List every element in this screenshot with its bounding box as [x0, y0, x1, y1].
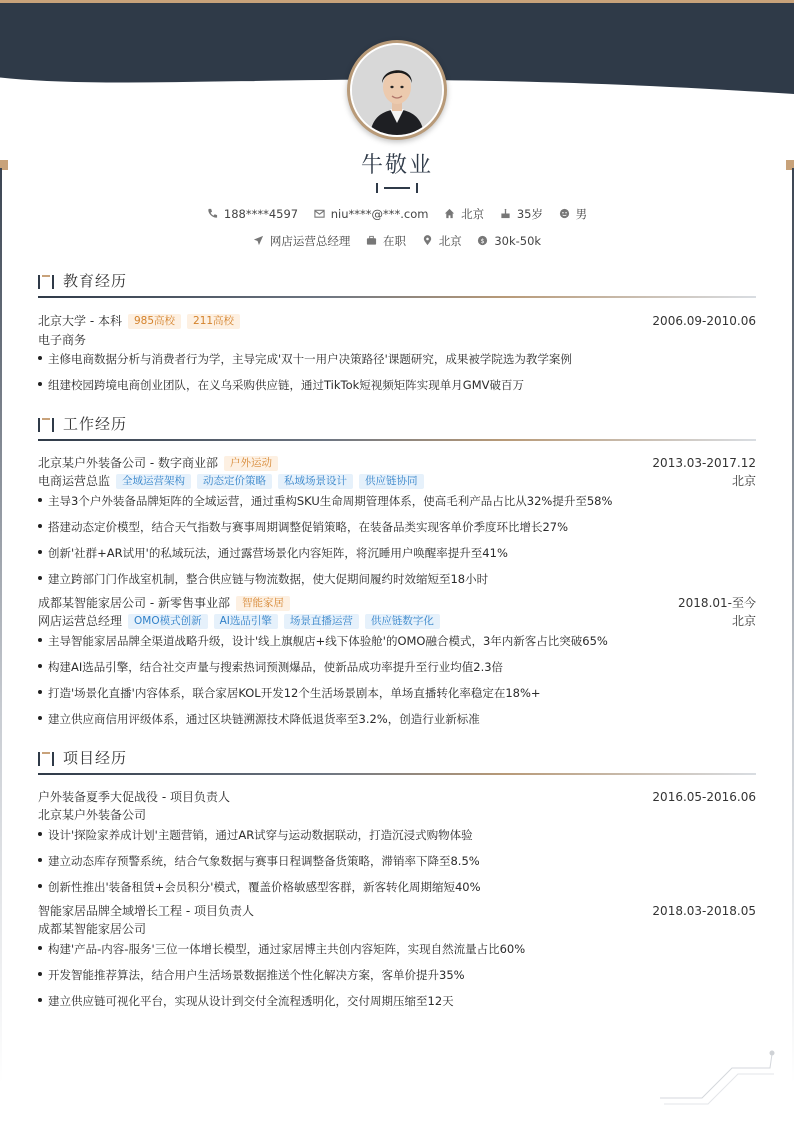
- list-item: 创新'社群+AR试用'的私域玩法，通过露营场景化内容矩阵，将沉睡用户唤醒率提升至41%: [38, 544, 756, 562]
- job-intent-row: [0, 233, 794, 249]
- list-item: 搭建动态定价模型，结合天气指数与赛事周期调整促销策略，在装备品类实现客单价季度环比增长27%: [38, 518, 756, 536]
- list-item: 打造'场景化直播'内容体系，联合家居KOL开发12个生活场景剧本，单场直播转化率稳定在18%+: [38, 684, 756, 702]
- job-role-row: [38, 612, 756, 630]
- phone-item: [207, 207, 298, 221]
- send-icon: [253, 235, 264, 246]
- job-company-row: [38, 454, 756, 472]
- gender-text: 男: [575, 207, 588, 221]
- salary-item: [477, 234, 541, 248]
- work-header: [38, 413, 756, 441]
- industry-tag: 智能家居: [236, 596, 290, 611]
- person-portrait: [352, 45, 442, 135]
- list-item: 构建'产品-内容-服务'三位一体增长模型，通过家居博主共创内容矩阵，实现自然流量占比60%: [38, 940, 756, 958]
- skill-tag: OMO模式创新: [128, 614, 208, 629]
- phone-text: 188****4597: [223, 207, 299, 221]
- projects-title: 项目经历: [63, 749, 128, 767]
- user-icon: [559, 208, 570, 219]
- company-name: 北京某户外装备公司 - 数字商业部: [38, 456, 218, 470]
- list-item: 建立跨部门门作战室机制，整合供应链与物流数据，使大促期间履约时效缩短至18小时: [38, 570, 756, 588]
- project-company: 成都某智能家居公司: [38, 922, 147, 936]
- list-item: 设计'探险家养成计划'主题营销，通过AR试穿与运动数据联动，打造沉浸式购物体验: [38, 826, 756, 844]
- list-item: 组建校园跨境电商创业团队，在义乌采购供应链，通过TikTok短视频矩阵实现单月GMV破百万: [38, 376, 756, 394]
- skill-tag: 场景直播运营: [284, 614, 359, 629]
- gender-item: [559, 206, 588, 222]
- school-tag: 211高校: [187, 314, 240, 329]
- avatar: [347, 40, 447, 140]
- position-text: 网店运营总经理: [269, 234, 351, 248]
- education-section: [38, 270, 756, 392]
- briefcase-icon: [366, 235, 377, 246]
- status-text: 在职: [383, 234, 407, 248]
- position-item: [253, 233, 351, 249]
- work-title: 工作经历: [63, 415, 128, 433]
- skill-tag: 供应链协同: [359, 474, 424, 489]
- list-item: 主导智能家居品牌全渠道战略升级，设计'线上旗舰店+线下体验舱'的OMO融合模式，3年内新客占比突破65%: [38, 632, 756, 650]
- job-city: 北京: [731, 474, 756, 488]
- job-role: 网店运营总经理: [38, 614, 123, 628]
- education-header: [38, 270, 756, 298]
- company-name: 成都某智能家居公司 - 新零售事业部: [38, 596, 230, 610]
- section-divider: [38, 296, 756, 298]
- mail-icon: [314, 208, 325, 219]
- project-name-row: [38, 902, 756, 920]
- skill-tag: 动态定价策略: [197, 474, 272, 489]
- skill-tag: 私域场景设计: [278, 474, 353, 489]
- status-item: [366, 233, 406, 249]
- svg-text:$: $: [480, 236, 485, 245]
- list-item: 建立供应链可视化平台，实现从设计到交付全流程透明化，交付周期压缩至12天: [38, 992, 756, 1010]
- city-item: [444, 206, 484, 222]
- list-item: 建立动态库存预警系统，结合气象数据与赛事日程调整备货策略，滞销率下降至8.5%: [38, 852, 756, 870]
- candidate-name: 牛敬业: [360, 153, 433, 178]
- age-item: [500, 206, 543, 222]
- job-role-row: [38, 472, 756, 490]
- project-company-row: [38, 806, 756, 824]
- email-text: niu****@***.com: [330, 207, 429, 221]
- home-icon: [444, 208, 455, 219]
- job-city: 北京: [731, 614, 756, 628]
- education-major-row: [38, 331, 756, 349]
- list-item: 创新性推出'装备租赁+会员积分'模式，覆盖价格敏感型客群，新客转化周期缩短40%: [38, 878, 756, 896]
- job-date: 2018.01-至今: [678, 596, 756, 610]
- phone-icon: [207, 208, 218, 219]
- skill-tag: 全域运营架构: [116, 474, 191, 489]
- project-name-row: [38, 788, 756, 806]
- age-text: 35岁: [516, 207, 543, 221]
- project-name: 户外装备夏季大促战役 - 项目负责人: [38, 790, 230, 804]
- salary-text: 30k-50k: [494, 234, 542, 248]
- list-item: 主修电商数据分析与消费者行为学，主导完成'双十一用户决策路径'课题研究，成果被学院选为教学案例: [38, 350, 756, 368]
- work-section: [38, 413, 756, 726]
- project-company-row: [38, 920, 756, 938]
- job-date: 2013.03-2017.12: [652, 456, 756, 470]
- location-pin-icon: [422, 235, 433, 246]
- section-divider: [38, 773, 756, 775]
- project-date: 2018.03-2018.05: [652, 904, 756, 918]
- name-divider: [376, 183, 418, 193]
- money-icon: [477, 235, 488, 246]
- email-item: [314, 207, 429, 221]
- contact-row: [0, 206, 794, 222]
- school-name: 北京大学 - 本科: [38, 314, 122, 328]
- cake-icon: [500, 208, 511, 219]
- school-tag: 985高校: [128, 314, 181, 329]
- list-item: 主导3个户外装备品牌矩阵的全域运营，通过重构SKU生命周期管理体系，使高毛利产品占比从32%提升至58%: [38, 492, 756, 510]
- section-divider: [38, 439, 756, 441]
- section-marker-icon: [38, 275, 56, 289]
- list-item: 构建AI选品引擎，结合社交声量与搜索热词预测爆品，使新品成功率提升至行业均值2.3倍: [38, 658, 756, 676]
- section-marker-icon: [38, 418, 56, 432]
- list-item: 建立供应商信用评级体系，通过区块链溯源技术降低退货率至3.2%，创造行业新标准: [38, 710, 756, 728]
- skill-tag: 供应链数字化: [365, 614, 440, 629]
- projects-header: [38, 747, 756, 775]
- intent-city-text: 北京: [438, 234, 462, 248]
- major-text: 电子商务: [38, 333, 87, 347]
- section-marker-icon: [38, 752, 56, 766]
- corner-line-decoration: [660, 1048, 778, 1108]
- education-date: 2006.09-2010.06: [652, 314, 756, 328]
- city-text: 北京: [461, 207, 485, 221]
- job-company-row: [38, 594, 756, 612]
- project-name: 智能家居品牌全域增长工程 - 项目负责人: [38, 904, 254, 918]
- education-school-row: [38, 312, 756, 330]
- projects-section: [38, 747, 756, 1008]
- education-title: 教育经历: [63, 272, 128, 290]
- job-role: 电商运营总监: [38, 474, 111, 488]
- intent-city-item: [422, 233, 462, 249]
- list-item: 开发智能推荐算法，结合用户生活场景数据推送个性化解决方案，客单价提升35%: [38, 966, 756, 984]
- industry-tag: 户外运动: [224, 456, 278, 471]
- project-date: 2016.05-2016.06: [652, 790, 756, 804]
- project-company: 北京某户外装备公司: [38, 808, 147, 822]
- left-border-line: [0, 168, 2, 1083]
- skill-tag: AI选品引擎: [214, 614, 278, 629]
